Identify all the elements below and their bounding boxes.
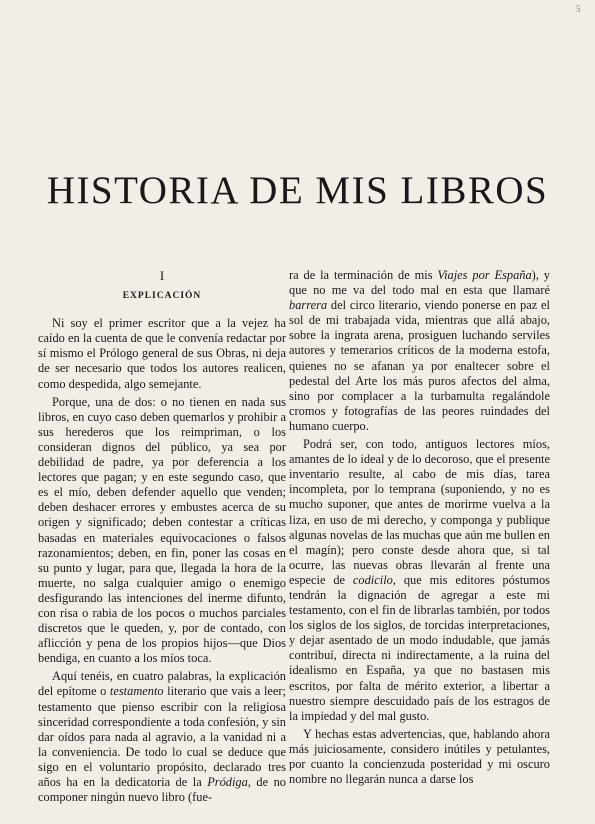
paragraph: Ni soy el primer escritor que a la vejez ha caído en la cuenta de que le convenía redactar por sí mismo el Prólogo general de sus Obras, ni deja de ser necesario que todos los autores realicen, como despedida, algo semejante. — [38, 316, 286, 391]
paragraph: Y hechas estas advertencias, que, hablando ahora más juiciosamente, considero inútiles y petulantes, por cuanto la concienzuda posteridad y mi oscuro nombre no llegarán nunca a darse los — [289, 726, 550, 787]
section-number: I — [159, 268, 165, 283]
italic-term: testamento — [109, 684, 164, 699]
italic-term: Pródiga — [207, 775, 248, 789]
page-title: HISTORIA DE MIS LIBROS — [46, 169, 549, 212]
section-heading: EXPLICACIÓN — [122, 291, 202, 302]
text-run: , de no componer ningún nuevo libro (fue- — [38, 775, 286, 805]
italic-term: Viajes por España — [437, 268, 532, 282]
paragraph — [289, 268, 550, 434]
italic-term: codicilo — [352, 572, 393, 587]
italic-term: barrera — [289, 298, 328, 313]
paragraph — [38, 669, 286, 805]
text-run: ra de la terminación de mis — [289, 268, 438, 282]
left-column — [38, 262, 286, 805]
text-run: literario que vais a leer; testamento que pienso escribir con la religiosa sinceridad correspondiente a toda confesión, y sin dar oídos para nada al agravio, a la vanidad ni a la conveniencia. De todo lo cual se deduce que sigo en el voluntario propósito, declarado tres años ha en la dedicatoria de la — [38, 684, 286, 789]
paragraph: Porque, una de dos: o no tienen en nada sus libros, en cuyo caso deben quemarlos y prohibir a sus herederos que los reimpriman, o los consideran dignos del público, ya sea por debilidad de padre, ya por deferencia a los lectores que pagan; y en este segundo caso, que es el mío, deben defender aquello que venden; deben deshacer errores y embustes acerca de su origen y significado; deben contestar a críticas basadas en materiales equivocaciones o falsos razonamientos; deben, en fin, poner las cosas en su punto y lugar, para que, llegada la hora de la muerte, no salga cualquier amigo o enemigo desfigurando las intenciones del inerme difunto, con risa o rabia de los pocos o muchos parciales discretos que le queden, y, por de contado, con aflicción y pena de los propios hijos—que Dios bendiga, en cuanto a los míos toca. — [38, 394, 286, 666]
text-run: Aquí tenéis, en cuatro palabras, la explicación del epítome o — [38, 669, 286, 699]
text-run: , que mis editores póstumos tendrán la dignación de agregar a este mi testamento, con el fin de librarlas también, por todos los siglos de los siglos, de torcidas interpretaciones, y dejar asentado de un modo indudable, que jamás contribuí, directa ni indirectamente, a la ruina del idealismo en España, ya que no bastasen mis escritos, por falta de mérito exterior, a libertar a nuestro siempre descuidado país de los estragos de la impiedad y del mal gusto. — [289, 572, 550, 723]
text-run: del circo literario, viendo ponerse en paz el sol de mi trabajada vida, mientras que allá abajo, sobre la ingrata arena, prosiguen luchando serviles autores y temerarios críticos de la moderna estofa, quienes no se afanan ya por enaltecer sobre el pedestal del Arte los más puros afectos del alma, sino por complacer a la turbamulta regalándole cromos y fotografías de las peores ruindades del humano cuerpo. — [289, 298, 550, 433]
text-run: Podrá ser, con todo, antiguos lectores míos, amantes de lo ideal y de lo decoroso, que el presente inventario resulte, al cabo de mis días, tarea incompleta, por lo temprana (suponiendo, y no es mucho suponer, que antes de morirme vuelva a la liza, en uso de mi derecho, y componga y publique algunas novelas de las muchas que aún me bullen en el magín); pero conste desde ahora que, si tal ocurre, las nuevas obras llevarán al frente una especie de — [289, 437, 550, 587]
text-run: ), y que no me va del todo mal en esta que llamaré — [289, 268, 550, 298]
right-column — [289, 268, 550, 787]
paragraph — [289, 437, 550, 724]
page-number: 5 — [576, 4, 581, 14]
